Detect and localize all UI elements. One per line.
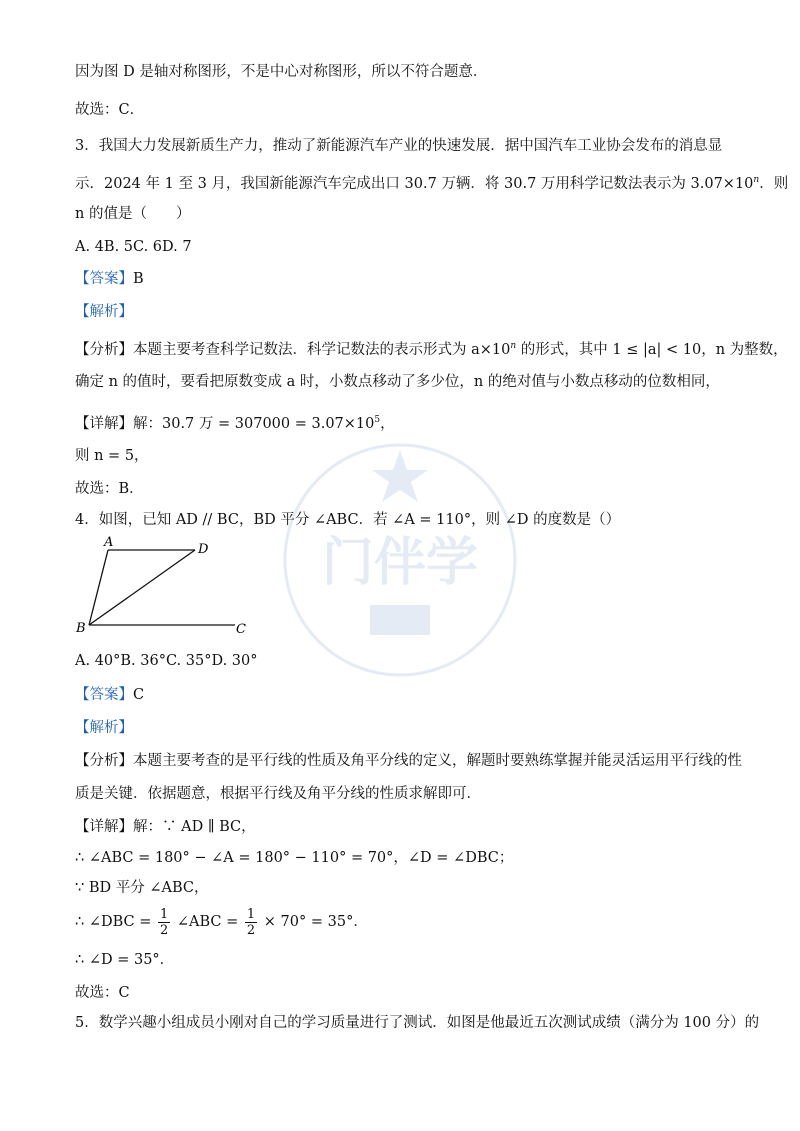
analysis-tag: 【解析】	[75, 720, 133, 736]
analysis-line: 【分析】本题主要考查科学记数法．科学记数法的表示形式为 $a\times 10^n$ 的形式，其中 1 ≤ |a| < 10，n 为整数，	[75, 341, 788, 358]
text-line: 因为图 D 是轴对称图形，不是中心对称图形，所以不符合题意．	[75, 64, 488, 80]
text-line: 故选：C．	[75, 102, 145, 118]
answer-line: 【答案】C	[75, 687, 145, 703]
question-5-stem: 5．数学兴趣小组成员小刚对自己的学习质量进行了测试．如图是他最近五次测试成绩（满分为 100 分）的	[75, 1015, 760, 1031]
answer-tag: 【答案】	[75, 271, 133, 287]
analysis-tag: 【解析】	[75, 304, 133, 320]
detail-line: 故选：C	[75, 985, 130, 1001]
analysis-line: 【分析】本题主要考查的是平行线的性质及角平分线的定义，解题时要熟练掌握并能灵活运用平行线的性	[75, 753, 742, 769]
fraction: $\frac{1}{2}$	[246, 906, 256, 938]
label-a: A	[104, 535, 114, 550]
answer-line: 【答案】B	[75, 271, 144, 287]
detail-line: 【详解】解：∵ AD ∥ BC，	[75, 819, 256, 835]
analysis-line: 质是关键．依据题意，根据平行线及角平分线的性质求解即可．	[75, 786, 481, 802]
detail-line: ∵ BD 平分 ∠ABC，	[75, 880, 209, 896]
question-3-stem-end: n 的值是（ ）	[75, 206, 191, 222]
label-b: B	[76, 621, 86, 636]
detail-line: ∴ ∠DBC = $\frac{1}{2}$ ∠ABC = $\frac{1}{2}$ × 70° = 35°．	[75, 906, 368, 938]
answer-tag: 【答案】	[75, 687, 133, 703]
question-4-stem: 4．如图，已知 AD // BC，BD 平分 ∠ABC．若 ∠A = 110°，则 ∠D 的度数是（）	[75, 512, 621, 528]
question-4-options: A. 40°B. 36°C. 35°D. 30°	[75, 653, 258, 669]
question-4-figure	[70, 535, 260, 640]
svg-text:门伴学: 门伴学	[321, 533, 479, 593]
detail-line: 则 n = 5，	[75, 448, 149, 464]
label-d: D	[198, 542, 209, 557]
fraction: $\frac{1}{2}$	[160, 906, 169, 938]
analysis-line: 确定 n 的值时，要看把原数变成 a 时，小数点移动了多少位，n 的绝对值与小数点移动的位数相同，	[75, 374, 720, 390]
detail-line: ∴ ∠ABC = 180° − ∠A = 180° − 110° = 70°，∠D = ∠DBC；	[75, 850, 514, 866]
detail-line: ∴ ∠D = 35°．	[75, 952, 175, 968]
question-3-stem: 3．我国大力发展新质生产力，推动了新能源汽车产业的快速发展．据中国汽车工业协会发布的消息显	[75, 138, 723, 154]
question-3-stem-cont: 示．2024 年 1 至 3 月，我国新能源汽车完成出口 30.7 万辆．将 30.7 万用科学记数法表示为 $3.07\times 10^n$．则	[75, 175, 789, 192]
label-c: C	[236, 622, 246, 637]
detail-line: 【详解】解：30.7 万 = $307000 = 3.07\times 10^5$，	[75, 415, 395, 432]
question-3-options: A. 4B. 5C. 6D. 7	[75, 239, 192, 255]
detail-line: 故选：B．	[75, 481, 144, 497]
